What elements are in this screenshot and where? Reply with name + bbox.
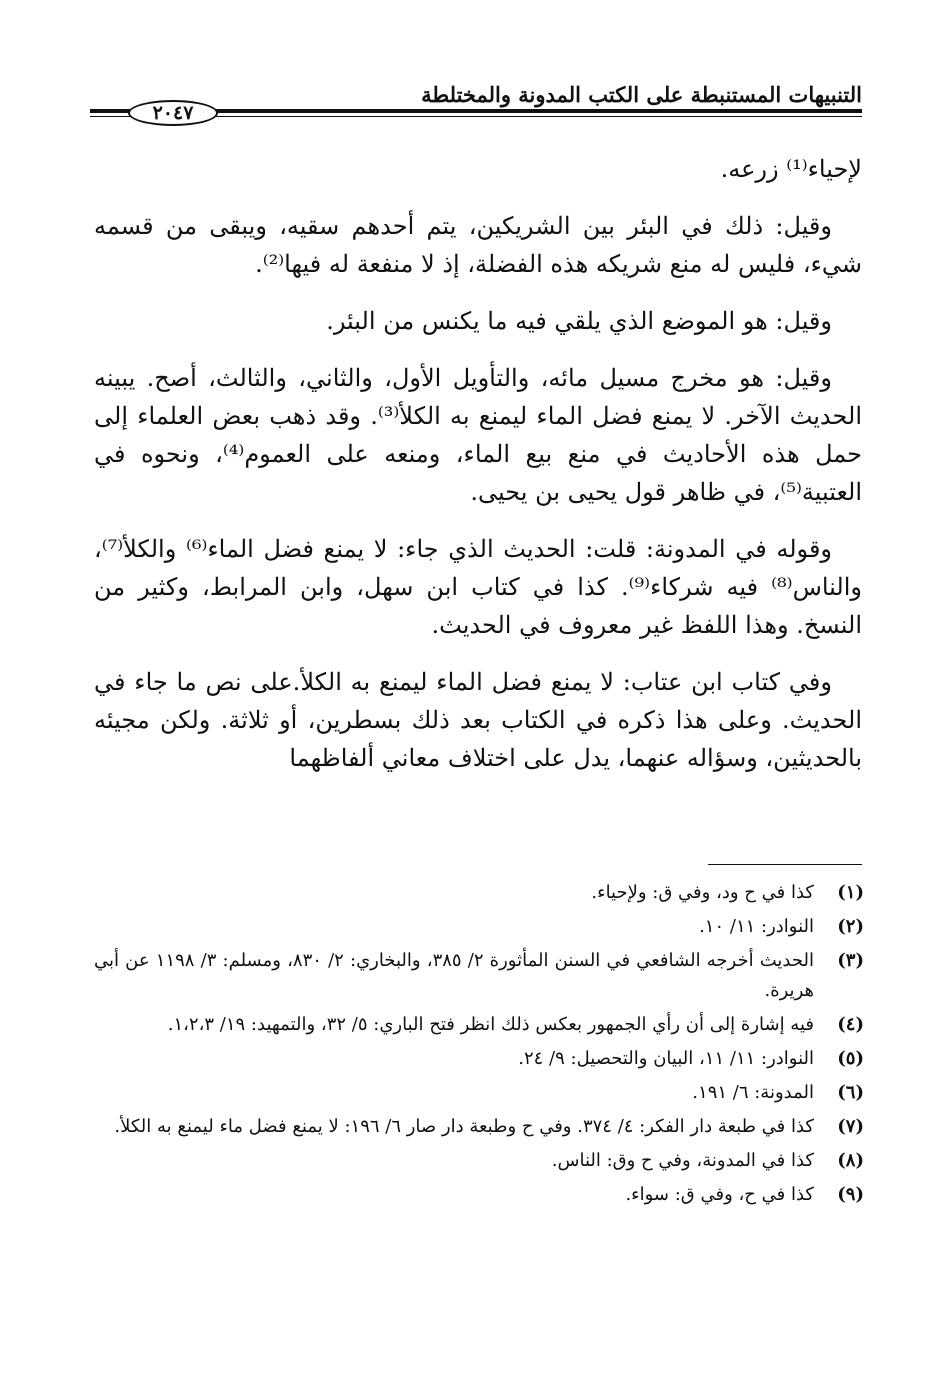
footnote-text: النوادر: ١١/ ١٠. xyxy=(699,916,814,937)
page-header xyxy=(90,78,862,126)
footnote xyxy=(94,1112,864,1142)
footnote-number: (٦) xyxy=(837,1082,864,1103)
footnote-number: (٥) xyxy=(837,1048,864,1069)
footnote xyxy=(94,912,864,942)
running-title: التنبيهات المستنبطة على الكتب المدونة والمختلطة xyxy=(421,82,862,107)
footnote-text: كذا في المدونة، وفي ح وق: الناس. xyxy=(551,1150,814,1171)
footnote-number: (٧) xyxy=(837,1116,864,1137)
footnote-text: كذا في ح، وفي ق: سواء. xyxy=(625,1184,814,1205)
footnote xyxy=(94,1044,864,1074)
footnote-number: (٩) xyxy=(837,1184,864,1205)
paragraph: وقيل: هو الموضع الذي يلقي فيه ما يكنس من البئر. xyxy=(326,307,832,335)
footnote-text: المدونة: ٦/ ١٩١. xyxy=(692,1082,814,1103)
footnote xyxy=(94,1078,864,1108)
footnote xyxy=(94,1146,864,1176)
footnote-number: (٤) xyxy=(837,1014,864,1035)
footnotes xyxy=(94,878,864,1214)
paragraph: وقوله في المدونة: قلت: الحديث الذي جاء: لا يمنع فضل الماء⁽⁶⁾ والكلأ⁽⁷⁾، والناس⁽⁸⁾ فيه شركاء⁽⁹⁾. كذا في كتاب ابن سهل، وابن المرابط، وكثير من النسخ. وهذا اللفظ غير معروف في الحديث. xyxy=(94,535,862,639)
footnote xyxy=(94,946,864,1006)
footnote xyxy=(94,878,864,908)
footnote-text: كذا في ح ود، وفي ق: ولإحياء. xyxy=(591,882,814,903)
paragraph: وقيل: ذلك في البئر بين الشريكين، يتم أحدهم سقيه، ويبقى من قسمه شيء، فليس له منع شريكه هذه الفضلة، إذ لا منفعة له فيها⁽²⁾. xyxy=(94,212,862,278)
footnote-number: (٢) xyxy=(837,916,864,937)
footnote-text: الحديث أخرجه الشافعي في السنن المأثورة ٢/ ٣٨٥، والبخاري: ٢/ ٨٣٠، ومسلم: ٣/ ١١٩٨ عن أبي هريرة. xyxy=(94,950,814,1001)
footnote xyxy=(94,1010,864,1040)
footnote-separator xyxy=(708,864,862,865)
footnote xyxy=(94,1180,864,1210)
main-text xyxy=(94,150,862,796)
footnote-number: (١) xyxy=(837,882,864,903)
paragraph: وقيل: هو مخرج مسيل مائه، والتأويل الأول، والثاني، والثالث، أصح. يبينه الحديث الآخر. لا يمنع فضل الماء ليمنع به الكلأ⁽³⁾. وقد ذهب بعض العلماء إلى حمل هذه الأحاديث في منع بيع الماء، ومنعه على العموم⁽⁴⁾، ونحوه في العتبية⁽⁵⁾، في ظاهر قول يحيى بن يحيى. xyxy=(94,364,863,506)
footnote-text: كذا في طبعة دار الفكر: ٤/ ٣٧٤. وفي ح وطبعة دار صار ٦/ ١٩٦: لا يمنع فضل ماء ليمنع به الكلأ. xyxy=(114,1116,814,1137)
paragraph: وفي كتاب ابن عتاب: لا يمنع فضل الماء ليمنع به الكلأ.على نص ما جاء في الحديث. وعلى هذا ذكره في الكتاب بعد ذلك بسطرين، أو ثلاثة. ولكن مجيئه بالحديثين، وسؤاله عنهما، يدل على اختلاف معاني ألفاظهما xyxy=(94,668,862,772)
page-number: ٢٠٤٧ xyxy=(128,100,218,126)
paragraph: لإحياء⁽¹⁾ زرعه. xyxy=(720,155,862,183)
footnote-number: (٣) xyxy=(837,950,864,971)
footnote-text: النوادر: ١١/ ١١، البيان والتحصيل: ٩/ ٢٤. xyxy=(518,1048,814,1069)
footnote-text: فيه إشارة إلى أن رأي الجمهور بعكس ذلك انظر فتح الباري: ٥/ ٣٢، والتمهيد: ١٩/ ١،٢،٣. xyxy=(167,1014,814,1035)
footnote-number: (٨) xyxy=(837,1150,864,1171)
